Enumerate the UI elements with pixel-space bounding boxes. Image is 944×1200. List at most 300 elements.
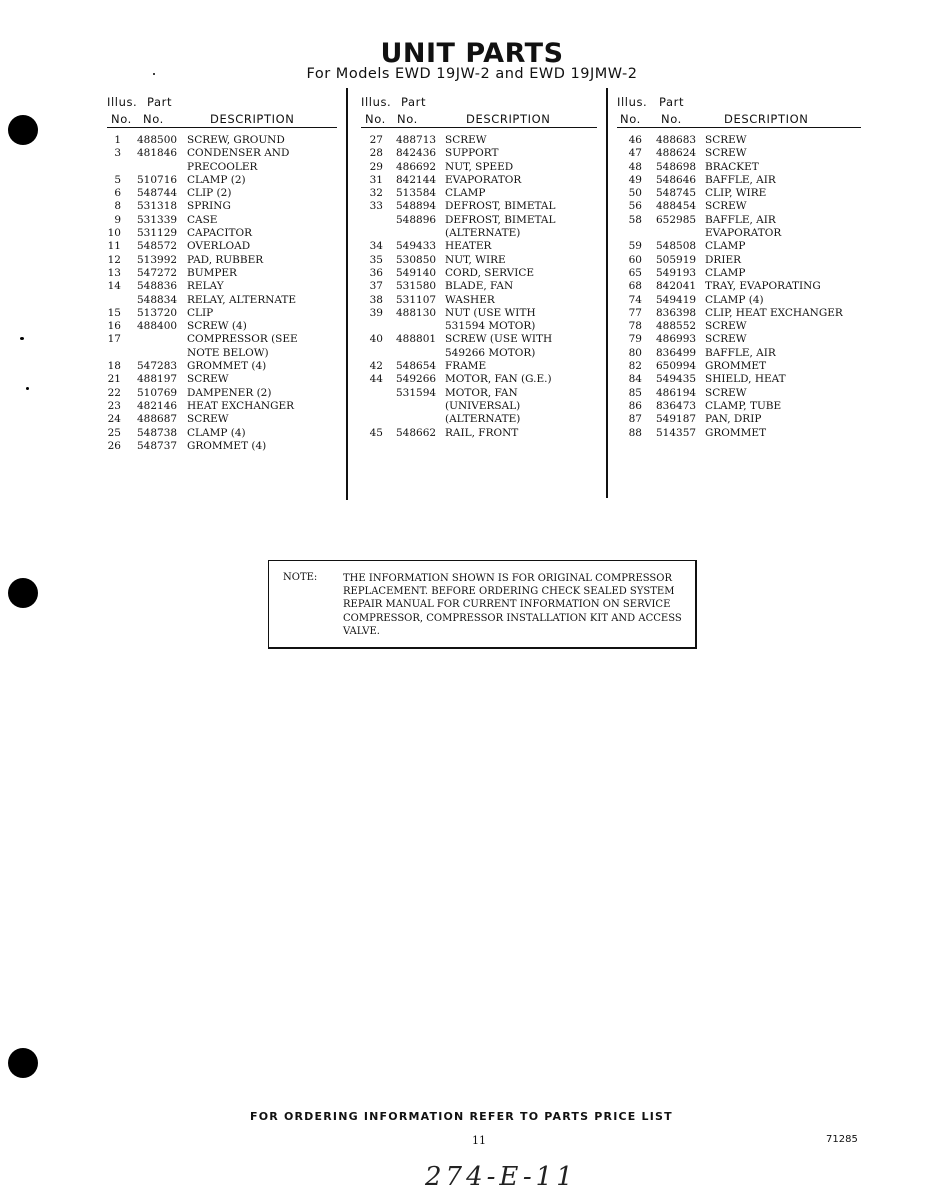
illus-number: 59 bbox=[628, 240, 642, 253]
part-description: GROMMET (4) bbox=[187, 360, 267, 373]
part-row bbox=[361, 240, 597, 253]
illus-number: 87 bbox=[628, 413, 642, 426]
header-part-no: No. bbox=[661, 112, 682, 126]
part-number: 548834 bbox=[137, 293, 178, 306]
illus-number: 23 bbox=[107, 399, 121, 412]
part-description: EVAPORATOR bbox=[705, 227, 782, 240]
part-number: 842041 bbox=[656, 280, 697, 293]
part-description: HEAT EXCHANGER bbox=[187, 399, 295, 412]
part-description: CLAMP (4) bbox=[187, 426, 246, 439]
part-row bbox=[361, 147, 597, 160]
illus-number: 47 bbox=[628, 147, 642, 160]
illus-number: 35 bbox=[369, 253, 383, 266]
part-row bbox=[107, 333, 337, 346]
part-row bbox=[617, 294, 861, 307]
part-number: 488197 bbox=[137, 373, 178, 386]
part-number: 531580 bbox=[396, 280, 437, 293]
part-number: 549266 bbox=[396, 373, 437, 386]
compressor-note-box bbox=[268, 560, 697, 649]
part-number: 488400 bbox=[137, 320, 178, 333]
part-description: SCREW bbox=[705, 386, 747, 399]
part-description: CLIP bbox=[187, 306, 214, 319]
part-description: SCREW bbox=[187, 373, 229, 386]
header-illus: Illus. bbox=[107, 95, 138, 109]
part-number: 548698 bbox=[656, 160, 697, 173]
illus-number: 28 bbox=[369, 147, 383, 160]
part-row bbox=[617, 267, 861, 280]
part-description: SCREW (USE WITH bbox=[445, 333, 553, 346]
part-number: 531318 bbox=[137, 200, 178, 213]
part-description: SCREW bbox=[705, 134, 747, 146]
part-row bbox=[107, 254, 337, 267]
part-row bbox=[107, 413, 337, 426]
illus-number: 31 bbox=[369, 173, 383, 186]
part-row bbox=[361, 320, 597, 333]
part-description: COMPRESSOR (SEE bbox=[187, 333, 298, 346]
part-description: CLIP (2) bbox=[187, 187, 232, 200]
part-number: 530850 bbox=[396, 253, 437, 266]
parts-column-2 bbox=[361, 95, 597, 440]
part-row bbox=[107, 267, 337, 280]
part-row bbox=[107, 387, 337, 400]
header-part: Part bbox=[401, 95, 427, 109]
part-row bbox=[617, 427, 861, 440]
part-number: 842144 bbox=[396, 173, 437, 186]
part-number: 488683 bbox=[656, 134, 697, 146]
part-number: 548894 bbox=[396, 200, 437, 213]
part-number: 650994 bbox=[656, 360, 697, 373]
illus-number: 17 bbox=[107, 333, 121, 346]
illus-number: 88 bbox=[628, 426, 642, 439]
header-rule bbox=[617, 127, 861, 128]
illus-number: 56 bbox=[628, 200, 642, 213]
illus-number: 49 bbox=[628, 173, 642, 186]
part-row bbox=[107, 147, 337, 160]
part-row bbox=[617, 174, 861, 187]
part-row bbox=[107, 134, 337, 147]
part-number: 548737 bbox=[137, 439, 178, 452]
part-row bbox=[361, 200, 597, 213]
part-description: NUT, SPEED bbox=[445, 160, 514, 173]
illus-number: 33 bbox=[369, 200, 383, 213]
illus-number: 24 bbox=[107, 413, 121, 426]
illus-number: 21 bbox=[107, 373, 121, 386]
part-description: NUT (USE WITH bbox=[445, 306, 536, 319]
parts-list bbox=[107, 134, 337, 453]
part-row bbox=[361, 267, 597, 280]
part-row bbox=[107, 360, 337, 373]
part-row bbox=[107, 174, 337, 187]
part-description: SPRING bbox=[187, 200, 231, 213]
part-description: CASE bbox=[187, 213, 218, 226]
part-description: SCREW, GROUND bbox=[187, 134, 285, 146]
part-number: 486993 bbox=[656, 333, 697, 346]
part-row bbox=[107, 373, 337, 386]
part-description: OVERLOAD bbox=[187, 240, 251, 253]
part-row bbox=[107, 427, 337, 440]
illus-number: 86 bbox=[628, 399, 642, 412]
illus-number: 79 bbox=[628, 333, 642, 346]
part-number: 548745 bbox=[656, 187, 697, 200]
part-number: 836398 bbox=[656, 306, 697, 319]
part-row bbox=[617, 387, 861, 400]
part-row bbox=[617, 347, 861, 360]
part-description: MOTOR, FAN (G.E.) bbox=[445, 373, 552, 386]
part-description: DAMPENER (2) bbox=[187, 386, 272, 399]
part-number: 488801 bbox=[396, 333, 437, 346]
illus-number: 40 bbox=[369, 333, 383, 346]
note-label: NOTE: bbox=[283, 572, 318, 583]
column-header bbox=[107, 95, 337, 130]
part-description: SCREW bbox=[187, 413, 229, 426]
illus-number: 10 bbox=[107, 227, 121, 240]
part-row bbox=[361, 254, 597, 267]
part-row bbox=[617, 413, 861, 426]
column-header bbox=[361, 95, 597, 130]
part-number: 548836 bbox=[137, 280, 178, 293]
part-number: 510716 bbox=[137, 173, 178, 186]
part-description: RELAY, ALTERNATE bbox=[187, 293, 297, 306]
part-row bbox=[107, 400, 337, 413]
header-part-no: No. bbox=[143, 112, 164, 126]
part-row bbox=[107, 187, 337, 200]
part-number: 836473 bbox=[656, 399, 697, 412]
illus-number: 14 bbox=[107, 280, 121, 293]
illus-number: 5 bbox=[114, 173, 121, 186]
part-row bbox=[617, 360, 861, 373]
header-description: DESCRIPTION bbox=[466, 112, 551, 126]
part-description: HEATER bbox=[445, 240, 492, 253]
part-description: EVAPORATOR bbox=[445, 173, 522, 186]
part-row bbox=[107, 161, 337, 174]
parts-column-3 bbox=[617, 95, 861, 440]
part-number: 548654 bbox=[396, 360, 437, 373]
part-number: 514357 bbox=[656, 426, 697, 439]
part-row bbox=[107, 307, 337, 320]
part-description: CLAMP bbox=[705, 266, 746, 279]
illus-number: 36 bbox=[369, 266, 383, 279]
header-rule bbox=[361, 127, 597, 128]
part-number: 547283 bbox=[137, 360, 178, 373]
part-number: 488687 bbox=[137, 413, 178, 426]
illus-number: 82 bbox=[628, 360, 642, 373]
part-description: DEFROST, BIMETAL bbox=[445, 200, 556, 213]
part-description: SUPPORT bbox=[445, 147, 499, 160]
part-row bbox=[107, 294, 337, 307]
part-row bbox=[617, 320, 861, 333]
part-description: (ALTERNATE) bbox=[445, 413, 521, 426]
illus-number: 29 bbox=[369, 160, 383, 173]
part-row bbox=[107, 280, 337, 293]
header-illus-no: No. bbox=[111, 112, 132, 126]
part-number: 548662 bbox=[396, 426, 437, 439]
part-description: DRIER bbox=[705, 253, 742, 266]
illus-number: 45 bbox=[369, 426, 383, 439]
part-row bbox=[361, 347, 597, 360]
part-number: 481846 bbox=[137, 147, 178, 160]
part-description: CLAMP bbox=[445, 187, 486, 200]
part-description: CLAMP (2) bbox=[187, 173, 246, 186]
part-description: CLAMP bbox=[705, 240, 746, 253]
part-row bbox=[617, 307, 861, 320]
illus-number: 22 bbox=[107, 386, 121, 399]
part-description: MOTOR, FAN bbox=[445, 386, 518, 399]
part-number: 547272 bbox=[137, 266, 178, 279]
part-row bbox=[617, 240, 861, 253]
illus-number: 13 bbox=[107, 266, 121, 279]
part-row bbox=[107, 440, 337, 453]
illus-number: 18 bbox=[107, 360, 121, 373]
illus-number: 6 bbox=[114, 187, 121, 200]
part-description: WASHER bbox=[445, 293, 495, 306]
part-description: CONDENSER AND bbox=[187, 147, 290, 160]
illus-number: 26 bbox=[107, 439, 121, 452]
part-number: 531107 bbox=[396, 293, 437, 306]
illus-number: 78 bbox=[628, 320, 642, 333]
punch-hole-bottom bbox=[8, 1048, 38, 1078]
part-description: RELAY bbox=[187, 280, 224, 293]
illus-number: 44 bbox=[369, 373, 383, 386]
speck-2 bbox=[26, 387, 29, 390]
part-row bbox=[617, 147, 861, 160]
part-description: CORD, SERVICE bbox=[445, 266, 535, 279]
part-row bbox=[107, 320, 337, 333]
part-number: 548508 bbox=[656, 240, 697, 253]
part-description: GROMMET bbox=[705, 426, 767, 439]
ordering-info: FOR ORDERING INFORMATION REFER TO PARTS PRICE LIST bbox=[250, 1110, 673, 1123]
header-description: DESCRIPTION bbox=[210, 112, 295, 126]
part-number: 482146 bbox=[137, 399, 178, 412]
illus-number: 16 bbox=[107, 320, 121, 333]
part-description: BRACKET bbox=[705, 160, 759, 173]
part-row bbox=[107, 227, 337, 240]
part-number: 488130 bbox=[396, 306, 437, 319]
part-row bbox=[617, 333, 861, 346]
column-divider-2 bbox=[606, 88, 608, 498]
part-number: 510769 bbox=[137, 386, 178, 399]
part-description: GROMMET (4) bbox=[187, 439, 267, 452]
illus-number: 34 bbox=[369, 240, 383, 253]
part-description: CAPACITOR bbox=[187, 227, 252, 240]
handwritten-reference: 274-E-11 bbox=[425, 1162, 577, 1192]
part-description: PAN, DRIP bbox=[705, 413, 762, 426]
part-description: RAIL, FRONT bbox=[445, 426, 519, 439]
part-number: 548738 bbox=[137, 426, 178, 439]
illus-number: 32 bbox=[369, 187, 383, 200]
part-row bbox=[361, 373, 597, 386]
illus-number: 25 bbox=[107, 426, 121, 439]
part-row bbox=[107, 347, 337, 360]
part-number: 548646 bbox=[656, 173, 697, 186]
part-number: 513992 bbox=[137, 253, 178, 266]
illus-number: 77 bbox=[628, 306, 642, 319]
part-description: BAFFLE, AIR bbox=[705, 213, 776, 226]
column-header bbox=[617, 95, 861, 130]
part-number: 549140 bbox=[396, 266, 437, 279]
header-illus-no: No. bbox=[620, 112, 641, 126]
parts-list bbox=[617, 134, 861, 440]
part-number: 549193 bbox=[656, 266, 697, 279]
part-row bbox=[361, 387, 597, 400]
part-row bbox=[107, 240, 337, 253]
part-description: (ALTERNATE) bbox=[445, 227, 521, 240]
part-number: 549187 bbox=[656, 413, 697, 426]
part-row bbox=[361, 427, 597, 440]
part-row bbox=[361, 400, 597, 413]
illus-number: 11 bbox=[107, 240, 121, 253]
part-description: SCREW (4) bbox=[187, 320, 247, 333]
punch-hole-middle bbox=[8, 578, 38, 608]
part-row bbox=[361, 280, 597, 293]
parts-column-1 bbox=[107, 95, 337, 453]
illus-number: 37 bbox=[369, 280, 383, 293]
header-part-no: No. bbox=[397, 112, 418, 126]
part-row bbox=[361, 214, 597, 227]
part-description: FRAME bbox=[445, 360, 487, 373]
part-number: 513720 bbox=[137, 306, 178, 319]
part-description: TRAY, EVAPORATING bbox=[705, 280, 821, 293]
part-number: 486194 bbox=[656, 386, 697, 399]
part-row bbox=[361, 360, 597, 373]
header-part: Part bbox=[659, 95, 685, 109]
part-description: CLIP, HEAT EXCHANGER bbox=[705, 306, 843, 319]
part-description: SCREW bbox=[445, 134, 487, 146]
part-description: SCREW bbox=[705, 200, 747, 213]
part-row bbox=[361, 227, 597, 240]
illus-number: 9 bbox=[114, 213, 121, 226]
part-row bbox=[617, 280, 861, 293]
part-description: BUMPER bbox=[187, 266, 237, 279]
column-divider-1 bbox=[346, 88, 348, 500]
illus-number: 85 bbox=[628, 386, 642, 399]
header-illus-no: No. bbox=[365, 112, 386, 126]
part-row bbox=[361, 307, 597, 320]
parts-list bbox=[361, 134, 597, 440]
illus-number: 15 bbox=[107, 306, 121, 319]
part-description: SCREW bbox=[705, 320, 747, 333]
part-description: DEFROST, BIMETAL bbox=[445, 213, 556, 226]
part-description: CLAMP (4) bbox=[705, 293, 764, 306]
part-description: BLADE, FAN bbox=[445, 280, 514, 293]
part-number: 549419 bbox=[656, 293, 697, 306]
part-description: (UNIVERSAL) bbox=[445, 399, 521, 412]
part-row bbox=[617, 200, 861, 213]
header-rule bbox=[107, 127, 337, 128]
part-row bbox=[617, 214, 861, 227]
note-text: THE INFORMATION SHOWN IS FOR ORIGINAL COMPRESSOR REPLACEMENT. BEFORE ORDERING CHECK SEALED SYSTEM REPAIR MANUAL FOR CURRENT INFORMATION ON SERVICE COMPRESSOR, COMPRESSOR INSTALLATION KIT AND ACCESS VALVE. bbox=[343, 573, 682, 637]
part-number: 488500 bbox=[137, 134, 178, 146]
part-number: 505919 bbox=[656, 253, 697, 266]
illus-number: 39 bbox=[369, 306, 383, 319]
part-description: PAD, RUBBER bbox=[187, 253, 264, 266]
illus-number: 38 bbox=[369, 293, 383, 306]
part-description: SCREW bbox=[705, 333, 747, 346]
part-row bbox=[617, 373, 861, 386]
part-number: 548744 bbox=[137, 187, 178, 200]
illus-number: 8 bbox=[114, 200, 121, 213]
part-row bbox=[361, 413, 597, 426]
part-description: SHIELD, HEAT bbox=[705, 373, 786, 386]
part-row bbox=[361, 294, 597, 307]
illus-number: 74 bbox=[628, 293, 642, 306]
part-number: 488713 bbox=[396, 134, 437, 146]
part-number: 486692 bbox=[396, 160, 437, 173]
part-number: 488552 bbox=[656, 320, 697, 333]
part-description: PRECOOLER bbox=[187, 160, 258, 173]
illus-number: 42 bbox=[369, 360, 383, 373]
part-number: 842436 bbox=[396, 147, 437, 160]
page-number: 11 bbox=[472, 1134, 486, 1147]
illus-number: 27 bbox=[369, 134, 383, 146]
part-description: 531594 MOTOR) bbox=[445, 320, 536, 333]
illus-number: 1 bbox=[114, 134, 121, 146]
part-row bbox=[361, 187, 597, 200]
illus-number: 3 bbox=[114, 147, 121, 160]
part-row bbox=[617, 400, 861, 413]
illus-number: 12 bbox=[107, 253, 121, 266]
header-part: Part bbox=[147, 95, 173, 109]
part-description: GROMMET bbox=[705, 360, 767, 373]
illus-number: 46 bbox=[628, 134, 642, 146]
part-row bbox=[361, 333, 597, 346]
illus-number: 60 bbox=[628, 253, 642, 266]
part-description: NUT, WIRE bbox=[445, 253, 506, 266]
part-row bbox=[361, 174, 597, 187]
illus-number: 48 bbox=[628, 160, 642, 173]
part-row bbox=[107, 200, 337, 213]
part-row bbox=[617, 161, 861, 174]
part-number: 549435 bbox=[656, 373, 697, 386]
part-number: 548896 bbox=[396, 213, 437, 226]
part-number: 531594 bbox=[396, 386, 437, 399]
part-description: NOTE BELOW) bbox=[187, 346, 269, 359]
illus-number: 65 bbox=[628, 266, 642, 279]
illus-number: 50 bbox=[628, 187, 642, 200]
speck-1 bbox=[20, 337, 24, 340]
part-row bbox=[107, 214, 337, 227]
part-row bbox=[617, 254, 861, 267]
document-number: 71285 bbox=[826, 1134, 858, 1145]
part-description: CLAMP, TUBE bbox=[705, 399, 782, 412]
part-row bbox=[617, 134, 861, 147]
part-description: BAFFLE, AIR bbox=[705, 346, 776, 359]
header-illus: Illus. bbox=[617, 95, 648, 109]
page-subtitle: For Models EWD 19JW-2 and EWD 19JMW-2 bbox=[306, 66, 638, 82]
part-description: CLIP, WIRE bbox=[705, 187, 767, 200]
part-number: 488624 bbox=[656, 147, 697, 160]
header-description: DESCRIPTION bbox=[724, 112, 809, 126]
part-number: 549433 bbox=[396, 240, 437, 253]
part-row bbox=[361, 134, 597, 147]
part-number: 652985 bbox=[656, 213, 697, 226]
part-number: 488454 bbox=[656, 200, 697, 213]
part-row bbox=[617, 187, 861, 200]
header-illus: Illus. bbox=[361, 95, 392, 109]
page-title: UNIT PARTS bbox=[380, 38, 564, 69]
part-description: BAFFLE, AIR bbox=[705, 173, 776, 186]
part-description: SCREW bbox=[705, 147, 747, 160]
part-number: 836499 bbox=[656, 346, 697, 359]
punch-hole-top bbox=[8, 115, 38, 145]
part-number: 513584 bbox=[396, 187, 437, 200]
illus-number: 58 bbox=[628, 213, 642, 226]
part-row bbox=[361, 161, 597, 174]
part-row bbox=[617, 227, 861, 240]
part-number: 531339 bbox=[137, 213, 178, 226]
part-description: 549266 MOTOR) bbox=[445, 346, 536, 359]
part-number: 531129 bbox=[137, 227, 178, 240]
illus-number: 80 bbox=[628, 346, 642, 359]
